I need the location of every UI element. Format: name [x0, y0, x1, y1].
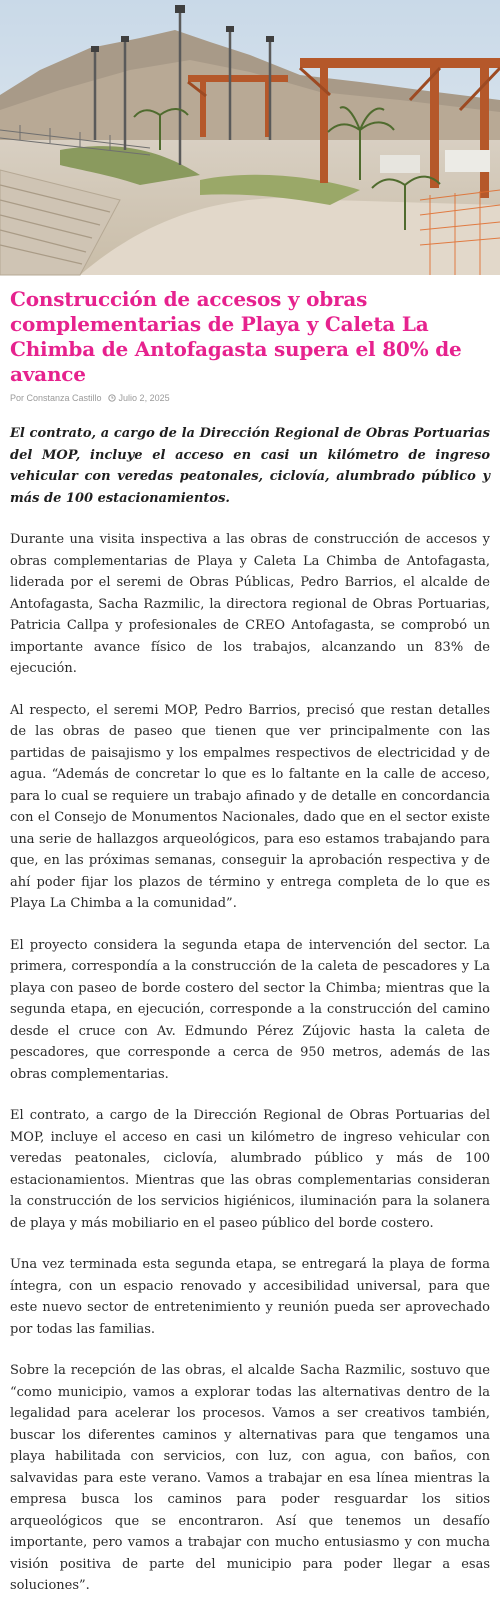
date-text: Julio 2, 2025: [118, 393, 170, 403]
paragraph: El proyecto considera la segunda etapa de intervención del sector. La primera, correspondía a la construcción de la caleta de pescadores y La playa con paseo de borde costero del sector la Chimba; mientras que la segunda etapa, en ejecución, corresponde a la construcción del camino desde el cruce con Av. Edmundo Pérez Zújovic hasta la caleta de pescadores, que corresponde a cerca de 950 metros, además de las obras complementarias.: [10, 937, 490, 1082]
clock-icon: [108, 394, 116, 402]
article-title[interactable]: Construcción de accesos y obras complementarias de Playa y Caleta La Chimba de Antofagasta supera el 80% de avance: [10, 287, 462, 386]
article-lead: El contrato, a cargo de la Dirección Regional de Obras Portuarias del MOP, incluye el acceso en casi un kilómetro de ingreso vehicular con veredas peatonales, ciclovía, alumbrado público y más de 100 estacionamientos.: [10, 426, 490, 506]
article-body: [10, 529, 490, 1597]
paragraph: Una vez terminada esta segunda etapa, se entregará la playa de forma íntegra, con un espacio renovado y accesibilidad universal, para que este nuevo sector de entretenimiento y reunión pueda ser aprovechado por todas las familias.: [10, 1257, 490, 1337]
post-date: [108, 393, 170, 403]
author-link[interactable]: Por Constanza Castillo: [10, 393, 102, 403]
paragraph: Sobre la recepción de las obras, el alcalde Sacha Razmilic, sostuvo que “como municipio, vamos a explorar todas las alternativas dentro de la legalidad para acelerar los procesos. Vamos a ser creativos también, buscar los diferentes caminos y alternativas para que tengamos una playa habilitada con servicios, con luz, con agua, con baños, con salvavidas para este verano. Vamos a trabajar en esa línea mientras la empresa busca los caminos para poder resguardar los sitios arqueológicos que se encontraron. Así que tenemos un desafío importante, pero vamos a trabajar con mucho entusiasmo y con mucha visión positiva de parte del municipio para poder llegar a esas soluciones”.: [10, 1363, 490, 1593]
article: [0, 287, 500, 1597]
article-meta: [10, 393, 490, 403]
paragraph: Durante una visita inspectiva a las obras de construcción de accesos y obras complementarias de Playa y Caleta La Chimba de Antofagasta, liderada por el seremi de Obras Públicas, Pedro Barrios, el alcalde de Antofagasta, Sacha Razmilic, la directora regional de Obras Portuarias, Patricia Callpa y profesionales de CREO Antofagasta, se comprobó un importante avance físico de los trabajos, alcanzando un 83% de ejecución.: [10, 532, 490, 676]
paragraph: Al respecto, el seremi MOP, Pedro Barrios, precisó que restan detalles de las obras de paseo que tienen que ver principalmente con las partidas de paisajismo y los empalmes respectivos de electricidad y de agua. “Además de concretar lo que es lo faltante en la calle de acceso, para lo cual se requiere un trabajo afinado y de detalle en concordancia con el Consejo de Monumentos Nacionales, dado que en el sector existe una serie de hallazgos arqueológicos, para eso estamos trabajando para que, en las próximas semanas, conseguir la aprobación respectiva y de ahí poder fijar los plazos de término y entrega completa de lo que es Playa La Chimba a la comunidad”.: [10, 702, 490, 911]
paragraph: El contrato, a cargo de la Dirección Regional de Obras Portuarias del MOP, incluye el acceso en casi un kilómetro de ingreso vehicular con veredas peatonales, ciclovía, alumbrado público y más de 100 estacionamientos. Mientras que las obras complementarias consideran la construcción de los servicios higiénicos, iluminación para la solanera de playa y más mobiliario en el paseo público del borde costero.: [10, 1108, 490, 1231]
hero-photo: [0, 0, 500, 275]
